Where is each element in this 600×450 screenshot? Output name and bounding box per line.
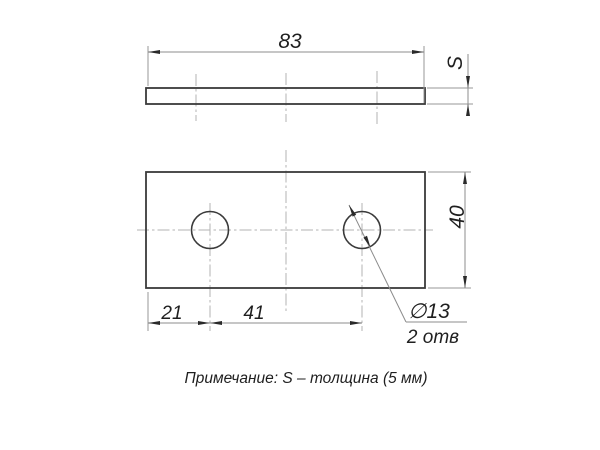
arrowhead (198, 321, 210, 325)
arrowhead (466, 76, 470, 88)
leader-line (349, 205, 406, 322)
dimension-length (148, 30, 424, 103)
arrowhead (350, 321, 362, 325)
dimension-hole-positions (148, 292, 362, 331)
arrowhead (412, 50, 424, 54)
arrowhead (463, 276, 467, 288)
arrowhead (363, 236, 370, 248)
arrowhead (463, 172, 467, 184)
dimension-length-value: 83 (278, 30, 302, 53)
arrowhead (148, 50, 160, 54)
dimension-edge-offset-value: 21 (161, 303, 183, 324)
arrowhead (210, 321, 222, 325)
arrowhead (148, 321, 160, 325)
arrowhead (466, 104, 470, 116)
hole-diameter-value: ∅13 (408, 300, 450, 323)
dimension-height-value: 40 (446, 205, 469, 229)
dimension-hole-spacing-value: 41 (243, 303, 265, 324)
dimension-height (428, 172, 471, 288)
drawing-note: Примечание: S – толщина (5 мм) (184, 370, 428, 387)
side-profile-view (146, 71, 425, 124)
hole-count-value: 2 отв (406, 327, 460, 348)
dimension-thickness (427, 54, 473, 116)
dimension-thickness-value: S (444, 55, 467, 71)
